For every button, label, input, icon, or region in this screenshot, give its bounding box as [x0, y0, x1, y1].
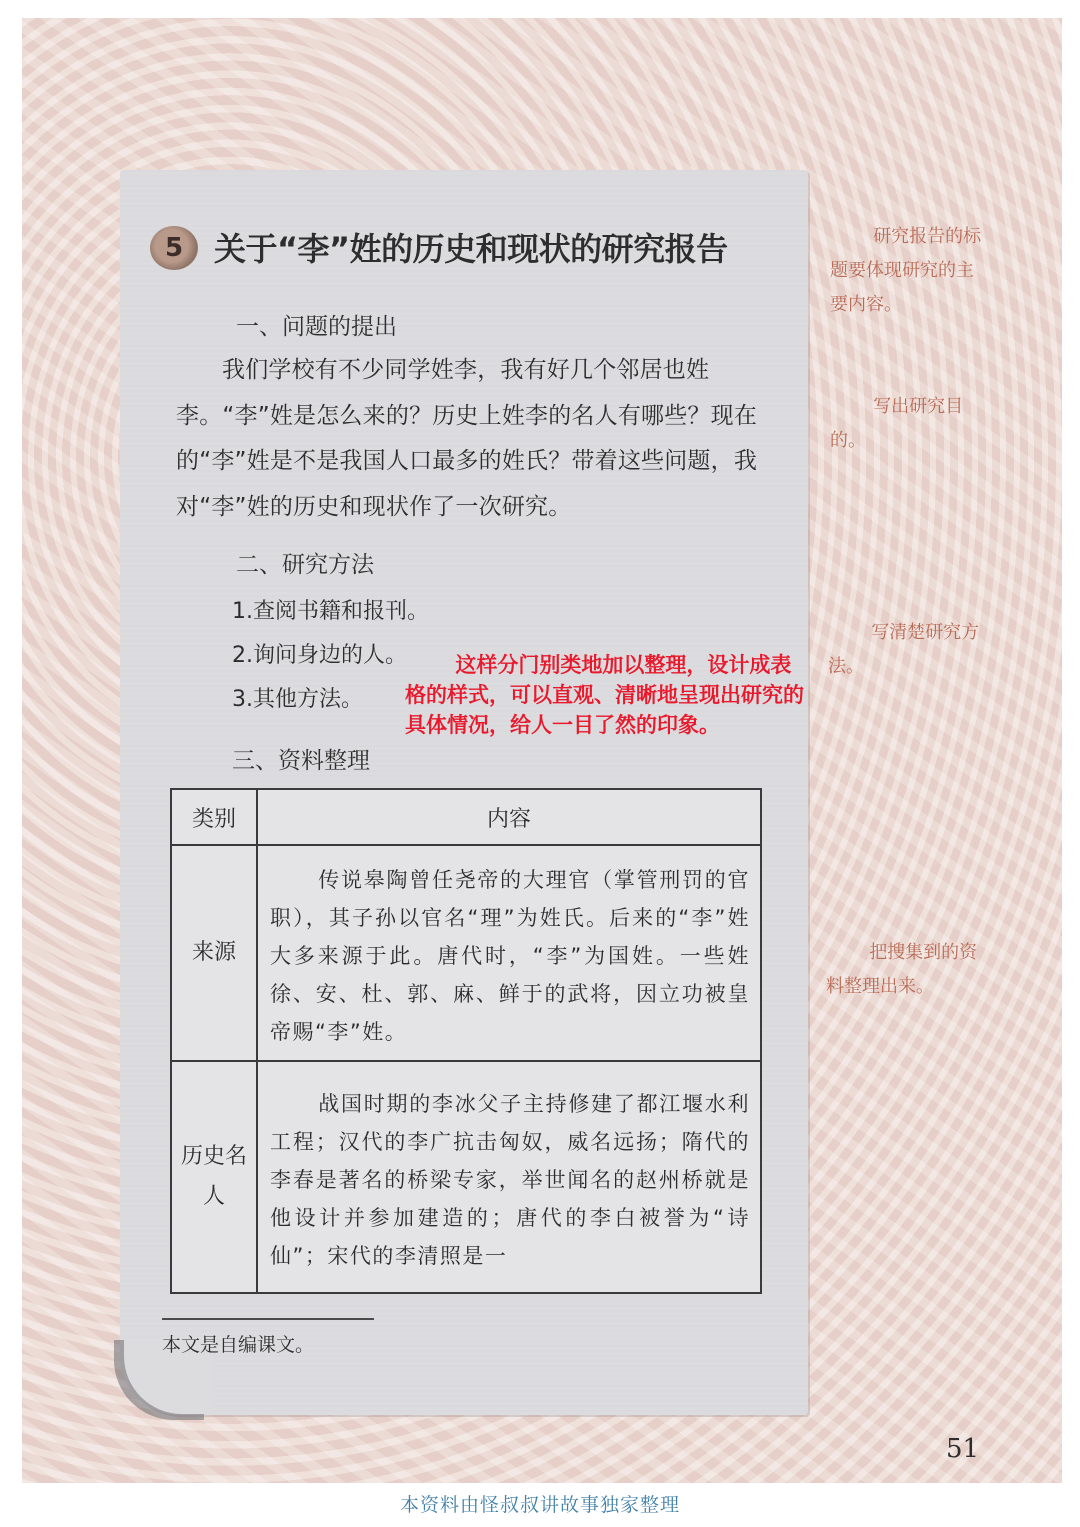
margin-note-title: 研究报告的标题要体现研究的主要内容。	[830, 226, 982, 315]
footnote: 本文是自编课文。	[162, 1334, 315, 1356]
table-header-content: 内容	[257, 789, 761, 845]
table-cell-content: 战国时期的李冰父子主持修建了都江堰水利工程；汉代的李广抗击匈奴，威名远扬；隋代的李春是著名的桥梁专家，举世闻名的赵州桥就是他设计并参加建造的；唐代的李白被誉为“诗仙”；宋代的李清照是一	[257, 1061, 761, 1293]
table-cell-content: 传说皋陶曾任尧帝的大理官（掌管刑罚的官职），其子孙以官名“理”为姓氏。后来的“李”姓大多来源于此。唐代时，“李”为国姓。一些姓徐、安、杜、郭、麻、鲜于的武将，因立功被皇帝赐“李”姓。	[257, 845, 761, 1061]
method-item-2: 2.询问身边的人。	[232, 643, 407, 668]
watermark-text: 本资料由怪叔叔讲故事独家整理	[399, 1494, 680, 1516]
margin-note-purpose: 写出研究目的。	[830, 396, 964, 451]
margin-note-data: 把搜集到的资料整理出来。	[826, 942, 978, 997]
table-header-category: 类别	[171, 789, 257, 845]
table-header-row	[171, 789, 761, 845]
footnote-divider	[162, 1318, 374, 1320]
table-row	[171, 845, 761, 1061]
lesson-number-badge: 5	[150, 226, 198, 270]
lesson-title: 关于“李”姓的历史和现状的研究报告	[214, 230, 728, 268]
data-table	[170, 788, 762, 1294]
method-item-1: 1.查阅书籍和报刊。	[232, 599, 429, 624]
margin-note-method: 写清楚研究方法。	[828, 622, 980, 677]
table-cell-category: 历史名人	[171, 1061, 257, 1293]
section-heading-method: 二、研究方法	[236, 552, 374, 578]
table-row	[171, 1061, 761, 1293]
table-cell-category: 来源	[171, 845, 257, 1061]
method-item-3: 3.其他方法。	[232, 687, 363, 712]
page-number: 51	[946, 1434, 980, 1464]
section-heading-data: 三、资料整理	[232, 748, 370, 774]
red-annotation: 这样分门别类地加以整理，设计成表格的样式，可以直观、清晰地呈现出研究的具体情况，给人一目了然的印象。	[405, 653, 804, 737]
problem-paragraph: 我们学校有不少同学姓李，我有好几个邻居也姓李。“李”姓是怎么来的？历史上姓李的名人有哪些？现在的“李”姓是不是我国人口最多的姓氏？带着这些问题，我对“李”姓的历史和现状作了一次研究。	[176, 357, 758, 520]
section-heading-problem: 一、问题的提出	[236, 314, 397, 340]
